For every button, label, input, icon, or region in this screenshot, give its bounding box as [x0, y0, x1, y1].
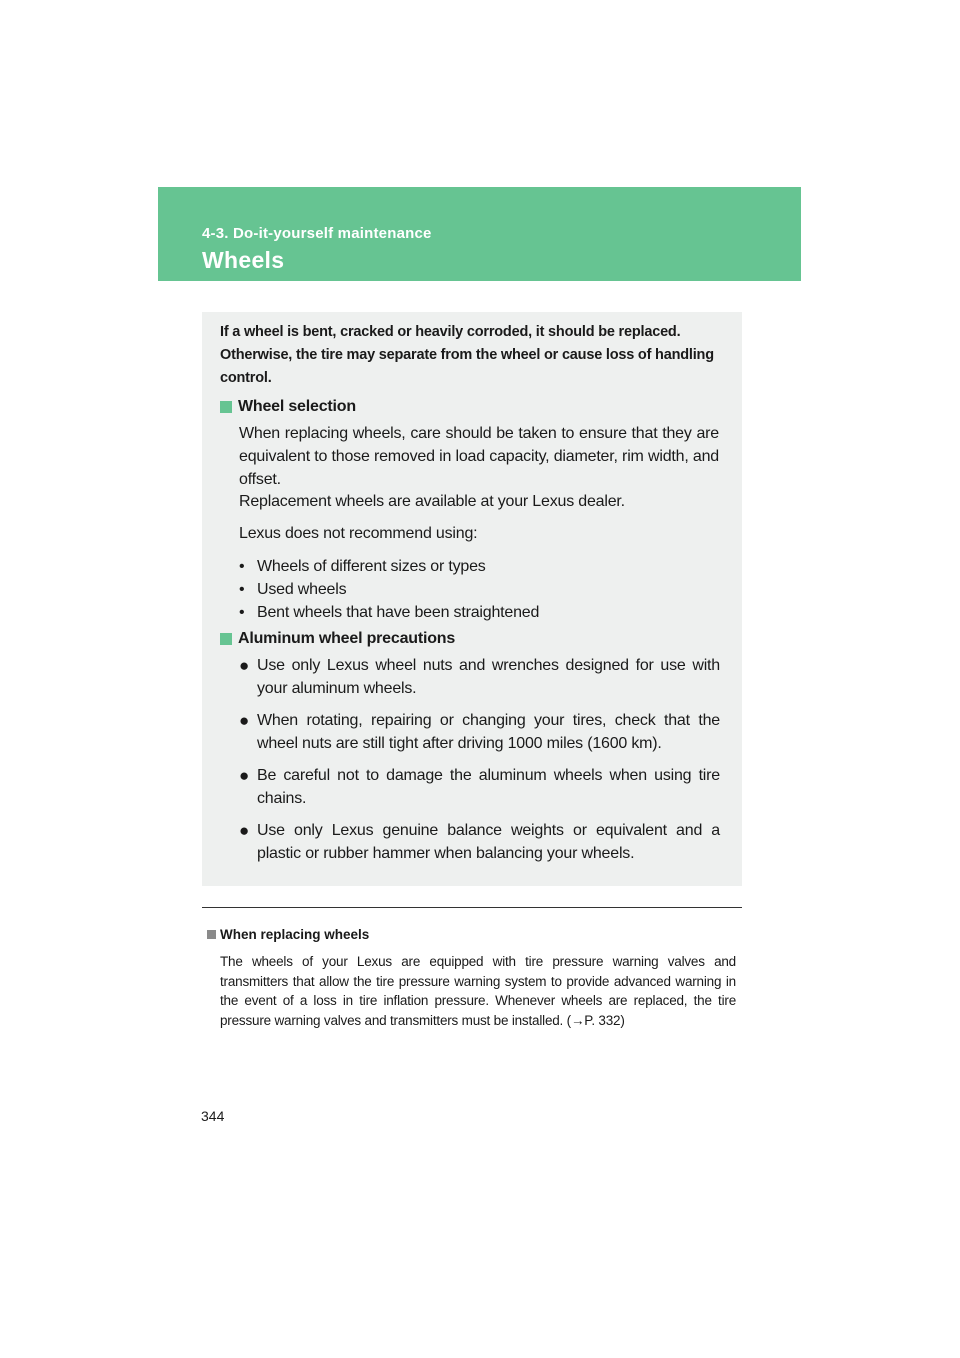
list-item: ● Use only Lexus genuine balance weights or equivalent and a plastic or rubber hammer when balancing your wheels.	[239, 821, 720, 862]
wheel-selection-para-2: Replacement wheels are available at your Lexus dealer.	[239, 493, 625, 510]
page-number: 344	[201, 1108, 225, 1124]
divider	[202, 907, 742, 908]
circle-bullet-icon: ●	[239, 711, 250, 730]
list-item: • Bent wheels that have been straightened	[239, 601, 539, 624]
list-item: • Used wheels	[239, 578, 346, 601]
note-heading	[207, 927, 369, 942]
note-heading-label: When replacing wheels	[220, 927, 370, 942]
section-label: 4-3. Do-it-yourself maintenance	[202, 225, 432, 242]
bullet-dot-icon: •	[239, 581, 245, 598]
aluminum-heading	[220, 630, 455, 648]
wheel-selection-para-3: Lexus does not recommend using:	[239, 525, 478, 542]
info-panel	[202, 312, 742, 886]
intro-text: If a wheel is bent, cracked or heavily corroded, it should be replaced. Otherwise, the tire may separate from the wheel or cause loss of handling control.	[220, 324, 714, 386]
bullet-dot-icon: •	[239, 558, 245, 575]
note-body: The wheels of your Lexus are equipped with tire pressure warning valves and transmitters that allow the tire pressure warning system to provide advanced warning in the event of a loss in tire inflation pressure. Whenever wheels are replaced, the tire pressure warning valves and transmitters must be installed. (→P. 332)	[220, 954, 736, 1028]
aluminum-heading-label: Aluminum wheel precautions	[238, 630, 456, 647]
wheel-selection-heading-label: Wheel selection	[238, 398, 356, 415]
list-item: • Wheels of different sizes or types	[239, 555, 486, 578]
list-item: ● Use only Lexus wheel nuts and wrenches designed for use with your aluminum wheels.	[239, 656, 720, 697]
circle-bullet-icon: ●	[239, 821, 250, 840]
wheel-selection-para-1: When replacing wheels, care should be taken to ensure that they are equivalent to those removed in load capacity, diameter, rim width, and offset.	[239, 425, 719, 488]
circle-bullet-icon: ●	[239, 656, 250, 675]
circle-bullet-icon: ●	[239, 766, 250, 785]
list-item: ● Be careful not to damage the aluminum wheels when using tire chains.	[239, 766, 720, 807]
square-bullet-icon	[220, 401, 232, 413]
section-header	[158, 187, 801, 281]
square-bullet-icon	[220, 633, 232, 645]
page-title: Wheels	[202, 247, 285, 273]
wheel-selection-heading	[220, 398, 356, 416]
bullet-dot-icon: •	[239, 604, 245, 621]
square-bullet-icon	[207, 930, 216, 939]
list-item: ● When rotating, repairing or changing your tires, check that the wheel nuts are still tight after driving 1000 miles (1600 km).	[239, 711, 720, 752]
